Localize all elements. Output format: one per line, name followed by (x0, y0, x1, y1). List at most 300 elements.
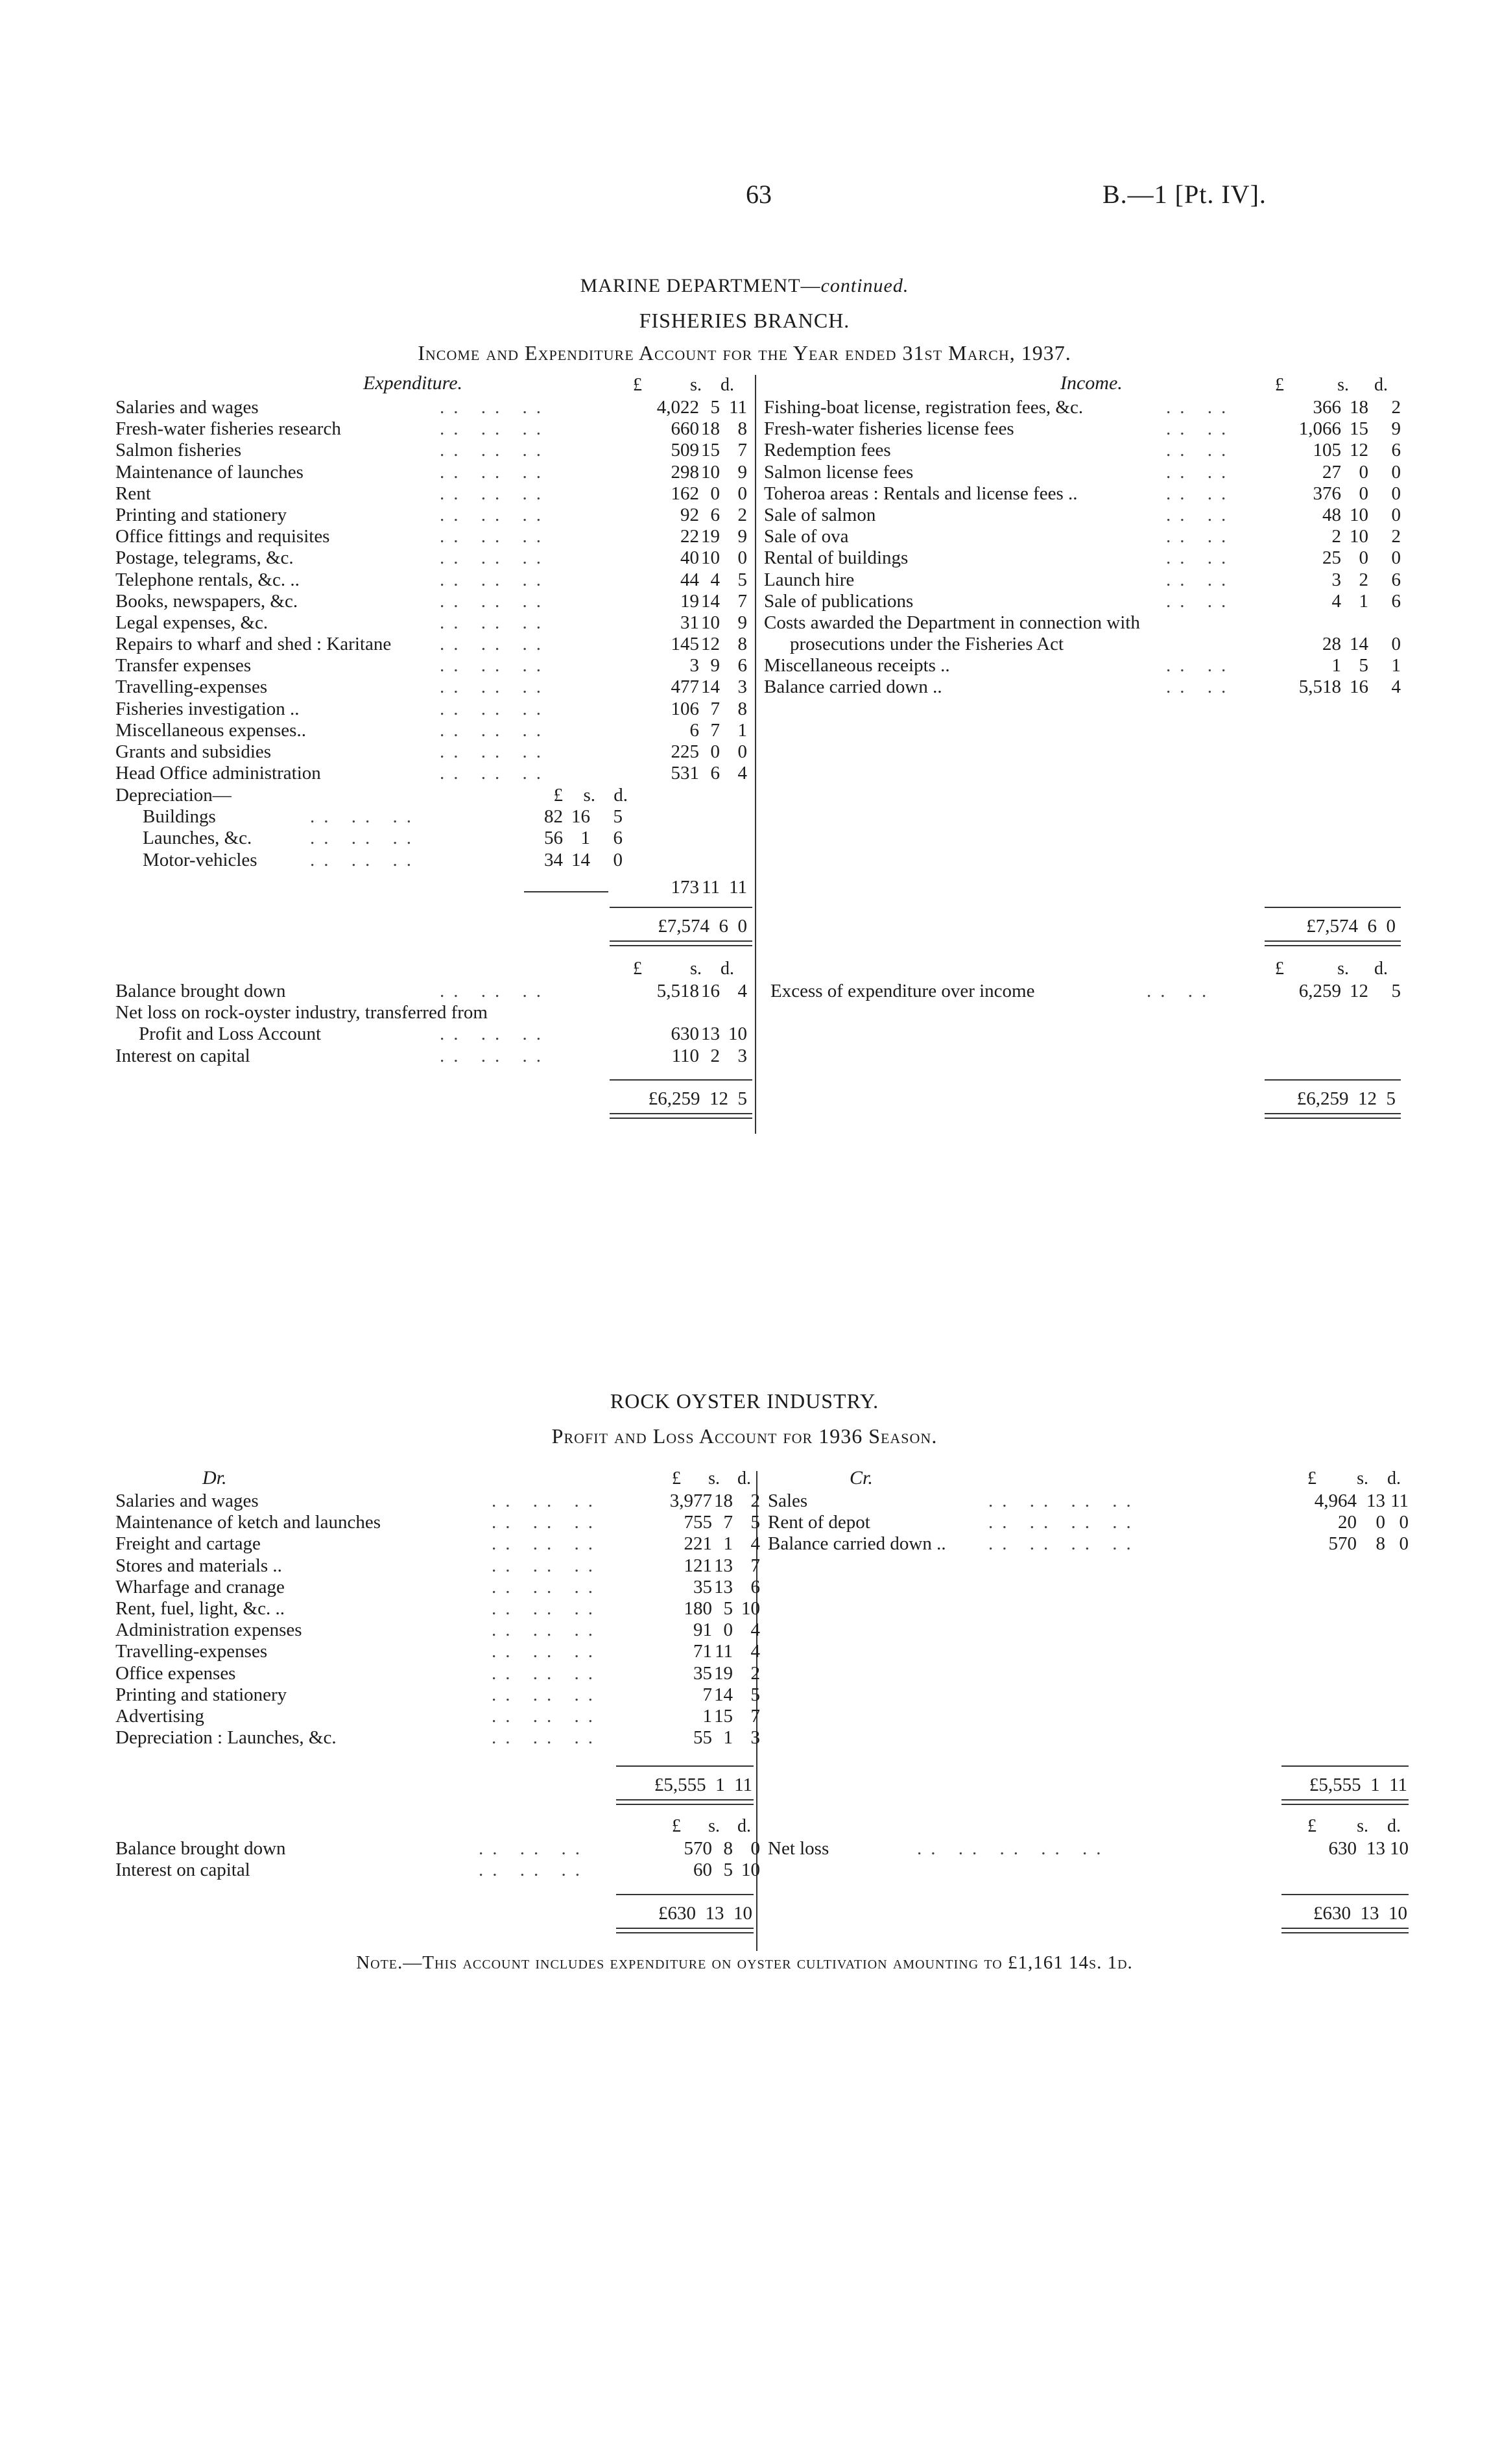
total-rule (616, 1765, 754, 1767)
amount-pence: 0 (737, 741, 747, 762)
amount-pounds: 35 (693, 1576, 712, 1597)
amount-shillings: 19 (714, 1662, 733, 1684)
expenditure-row (115, 418, 747, 440)
depreciation-total-pounds: 173 (671, 877, 699, 898)
excess-label: Excess of expenditure over income (770, 981, 1035, 1001)
unit-pounds: £ (1275, 375, 1284, 395)
amount-pence: 3 (737, 1045, 747, 1066)
amount-pounds: 71 (693, 1641, 712, 1662)
amount-shillings: 10 (701, 612, 720, 633)
amount-shillings: 1 (1359, 590, 1368, 612)
total-rule (1265, 1079, 1401, 1081)
unit-shillings: s. (708, 1468, 720, 1489)
leader-dots: .. .. .. (440, 1023, 550, 1045)
amount-pence: 2 (737, 504, 747, 525)
amount-pence: 0 (737, 547, 747, 569)
unit-shillings: s. (690, 375, 702, 395)
dr-row (115, 1597, 760, 1620)
unit-shillings: s. (708, 1816, 720, 1836)
row-label: Printing and stationery (115, 504, 287, 525)
amount-shillings: 4 (710, 569, 720, 590)
amount-pounds: 56 (544, 828, 563, 849)
excess-shillings: 12 (1350, 981, 1368, 1001)
amount-shillings: 0 (1376, 1512, 1385, 1533)
amount-pence: 0 (1391, 634, 1401, 655)
income-row (764, 569, 1406, 591)
amount-pounds: 531 (671, 763, 699, 784)
leader-dots: .. .. (1166, 397, 1235, 418)
amount-pence: 5 (737, 569, 747, 590)
brought-down-row (115, 981, 747, 1002)
amount-pounds: 225 (671, 741, 699, 762)
dr-second-row (115, 1860, 760, 1881)
cr-total: £5,555 1 11 (1309, 1775, 1407, 1795)
amount-pounds: 25 (1322, 547, 1341, 569)
row-label: Interest on capital (115, 1860, 250, 1881)
amount-pence: 4 (1391, 676, 1401, 698)
row-label: Sales (768, 1490, 808, 1511)
amount-shillings: 5 (710, 397, 720, 418)
amount-pence: 0 (1399, 1533, 1409, 1555)
amount-shillings: 7 (723, 1512, 733, 1533)
amount-pence: 0 (750, 1838, 760, 1859)
depreciation-total-shillings: 11 (702, 877, 720, 898)
income-list (764, 397, 1406, 699)
unit-pence: d. (1374, 959, 1388, 979)
income-row (764, 397, 1406, 418)
row-label: Legal expenses, &c. (115, 612, 268, 633)
amount-pence: 2 (750, 1662, 760, 1684)
net-loss-pence: 10 (1390, 1838, 1409, 1859)
unit-pence: d. (737, 1816, 751, 1836)
amount-pounds: 2 (1331, 526, 1341, 547)
amount-pence: 0 (1391, 461, 1401, 483)
profit-loss-title: Profit and Loss Account for 1936 Season. (551, 1424, 938, 1448)
rock-oyster-title: ROCK OYSTER INDUSTRY. (610, 1389, 879, 1413)
amount-pounds: 5,518 (1298, 676, 1341, 698)
amount-pence: 11 (729, 397, 747, 418)
income-heading: Income. (1060, 372, 1123, 394)
amount-pence: 6 (737, 655, 747, 676)
cr-heading: Cr. (850, 1467, 873, 1489)
amount-shillings: 19 (701, 526, 720, 547)
amount-pounds: 3,977 (669, 1490, 712, 1511)
leader-dots: .. .. (1147, 981, 1216, 1001)
second-total-right: £6,259 12 5 (1296, 1088, 1396, 1109)
amount-pence: 3 (750, 1727, 760, 1749)
row-label: Administration expenses (115, 1620, 302, 1641)
amount-shillings: 14 (571, 849, 590, 870)
row-label: Books, newspapers, &c. (115, 590, 298, 612)
amount-pounds: 105 (1313, 440, 1341, 461)
amount-pounds: 162 (671, 483, 699, 504)
row-label: Profit and Loss Account (139, 1023, 322, 1045)
amount-shillings: 10 (1350, 504, 1368, 525)
row-label: Costs awarded the Department in connection with (764, 612, 1140, 633)
amount-shillings: 10 (701, 547, 720, 569)
amount-pence: 2 (1391, 526, 1401, 547)
amount-pence: 6 (1391, 440, 1401, 461)
leader-dots: .. .. .. (440, 1045, 550, 1066)
amount-pounds: 106 (671, 698, 699, 719)
leader-dots: .. .. .. (479, 1860, 589, 1881)
amount-shillings: 18 (701, 418, 720, 440)
amount-shillings: 13 (714, 1555, 733, 1576)
amount-shillings: 18 (714, 1490, 733, 1511)
amount-pence: 7 (737, 590, 747, 612)
net-loss-row (768, 1838, 1416, 1860)
expenditure-row (115, 655, 747, 676)
unit-pence: d. (721, 375, 734, 395)
leader-dots: .. .. .. (492, 1727, 602, 1749)
dr-row (115, 1533, 760, 1555)
leader-dots: .. .. .. (440, 461, 550, 483)
amount-pence: 10 (741, 1860, 760, 1881)
amount-shillings: 6 (710, 763, 720, 784)
row-label: Launch hire (764, 569, 855, 590)
unit-shillings: s. (583, 785, 595, 806)
excess-list (764, 981, 1406, 1002)
amount-shillings: 1 (580, 828, 590, 849)
row-label: Balance carried down .. (768, 1533, 946, 1555)
leader-dots: .. .. .. (440, 612, 550, 633)
amount-pence: 8 (737, 634, 747, 655)
amount-pounds: 40 (680, 547, 699, 569)
amount-shillings: 13 (701, 1023, 720, 1045)
income-costs-row-1 (764, 612, 1406, 634)
expenditure-list (115, 397, 747, 784)
unit-pence: d. (1387, 1816, 1401, 1836)
branch-title: FISHERIES BRANCH. (639, 309, 850, 332)
expenditure-row (115, 547, 747, 569)
leader-dots: .. .. (1166, 590, 1235, 612)
amount-pounds: 82 (544, 806, 563, 828)
unit-shillings: s. (1357, 1816, 1368, 1836)
amount-shillings: 10 (701, 461, 720, 483)
column-divider (755, 375, 756, 1134)
amount-pence: 4 (737, 763, 747, 784)
expenditure-row (115, 397, 747, 418)
net-loss-transfer-row-2 (115, 1023, 747, 1045)
leader-dots: .. .. (1166, 483, 1235, 504)
leader-dots: .. .. .. (440, 655, 550, 676)
second-total-left: £6,259 12 5 (648, 1088, 747, 1109)
expenditure-row (115, 483, 747, 505)
leader-dots: .. .. .. (310, 806, 420, 828)
amount-shillings: 1 (723, 1533, 733, 1555)
dr-second-total: £630 13 10 (658, 1903, 752, 1924)
row-label: Head Office administration (115, 763, 321, 784)
amount-shillings: 7 (710, 719, 720, 741)
row-label: Motor-vehicles (143, 849, 257, 870)
amount-pence: 0 (613, 849, 623, 870)
amount-pounds: 4,964 (1314, 1490, 1357, 1511)
row-label: Transfer expenses (115, 655, 252, 676)
amount-pence: 4 (750, 1620, 760, 1641)
row-label: Balance carried down .. (764, 676, 942, 698)
amount-pence: 4 (750, 1533, 760, 1555)
leader-dots: .. .. .. (440, 741, 550, 762)
depreciation-total-pence: 11 (729, 877, 747, 898)
leader-dots: .. .. .. (440, 397, 550, 418)
dr-heading: Dr. (202, 1467, 227, 1489)
unit-pence: d. (1387, 1468, 1401, 1489)
leader-dots: .. .. .. .. (988, 1490, 1140, 1511)
leader-dots: .. .. .. (440, 634, 550, 655)
amount-shillings: 0 (1359, 547, 1368, 569)
account-title: Income and Expenditure Account for the Year ended 31st March, 1937. (418, 341, 1071, 365)
income-row (764, 418, 1406, 440)
dr-row (115, 1576, 760, 1598)
total-double-rule (616, 1928, 754, 1933)
net-loss-shillings: 13 (1366, 1838, 1385, 1859)
row-label: Fisheries investigation .. (115, 698, 300, 719)
leader-dots: .. .. (1166, 526, 1235, 547)
total-rule (616, 1894, 754, 1895)
amount-pounds: 145 (671, 634, 699, 655)
leader-dots: .. .. .. (440, 547, 550, 569)
leader-dots: .. .. .. (492, 1533, 602, 1555)
leader-dots: .. .. .. (440, 440, 550, 461)
row-label: Rent of depot (768, 1512, 870, 1533)
expenditure-row (115, 676, 747, 698)
amount-pence: 10 (728, 1023, 747, 1045)
amount-pounds: 1,066 (1298, 418, 1341, 440)
row-label: Salaries and wages (115, 397, 259, 418)
amount-shillings: 0 (723, 1620, 733, 1641)
total-double-rule (1265, 1113, 1401, 1119)
expenditure-total: £7,574 6 0 (658, 916, 747, 937)
amount-pence: 3 (737, 676, 747, 698)
row-label: Balance brought down (115, 1838, 286, 1859)
depreciation-total-row (115, 877, 747, 898)
unit-shillings: s. (1337, 959, 1349, 979)
amount-pounds: 6 (689, 719, 699, 741)
amount-shillings: 15 (714, 1705, 733, 1727)
amount-pence: 9 (737, 526, 747, 547)
excess-pence: 5 (1391, 981, 1401, 1001)
amount-shillings: 8 (723, 1838, 733, 1859)
depreciation-block (115, 785, 744, 871)
dr-row (115, 1620, 760, 1641)
depreciation-row (115, 806, 744, 828)
unit-pounds: £ (633, 959, 642, 979)
total-rule (1281, 1765, 1409, 1767)
leader-dots: .. .. .. (310, 849, 420, 870)
excess-row (764, 981, 1406, 1002)
leader-dots: .. .. (1166, 569, 1235, 590)
leader-dots: .. .. .. (440, 483, 550, 504)
cr-list (768, 1490, 1416, 1555)
amount-pence: 0 (1391, 504, 1401, 525)
leader-dots: .. .. .. (440, 590, 550, 612)
row-label: Sale of publications (764, 590, 914, 612)
leader-dots: .. .. .. (492, 1662, 602, 1684)
row-label: Redemption fees (764, 440, 891, 461)
row-label: Launches, &c. (143, 828, 252, 849)
row-label: Net loss on rock-oyster industry, transferred from (115, 1002, 488, 1023)
amount-shillings: 13 (1366, 1490, 1385, 1511)
amount-pence: 9 (737, 461, 747, 483)
amount-pounds: 91 (693, 1620, 712, 1641)
dr-row (115, 1684, 760, 1706)
income-costs-row-2 (764, 634, 1406, 655)
leader-dots: .. .. (1166, 461, 1235, 483)
leader-dots: .. .. .. (492, 1641, 602, 1662)
row-label: Maintenance of launches (115, 461, 304, 483)
amount-pounds: 180 (684, 1597, 712, 1619)
amount-shillings: 13 (714, 1576, 733, 1597)
depreciation-label: Depreciation— (115, 785, 232, 806)
unit-pence: d. (613, 785, 628, 806)
amount-pounds: 55 (693, 1727, 712, 1749)
dr-row (115, 1727, 760, 1749)
excess-pounds: 6,259 (1298, 981, 1341, 1001)
amount-pounds: 28 (1322, 634, 1341, 655)
amount-shillings: 5 (1359, 655, 1368, 676)
total-double-rule (1265, 940, 1401, 946)
amount-pence: 1 (1391, 655, 1401, 676)
amount-pence: 7 (750, 1705, 760, 1727)
unit-pounds: £ (633, 375, 642, 395)
total-rule (1281, 1894, 1409, 1895)
expenditure-row (115, 698, 747, 720)
amount-pence: 5 (613, 806, 623, 828)
unit-pounds: £ (672, 1816, 681, 1836)
amount-pence: 0 (737, 483, 747, 504)
amount-pence: 0 (1391, 483, 1401, 504)
row-label: Interest on capital (115, 1045, 250, 1066)
row-label: Sale of salmon (764, 504, 876, 525)
dr-total: £5,555 1 11 (654, 1775, 752, 1795)
row-label: Maintenance of ketch and launches (115, 1512, 381, 1533)
cr-second-list (768, 1838, 1416, 1860)
amount-pounds: 31 (680, 612, 699, 633)
amount-pence: 9 (737, 612, 747, 633)
dr-row (115, 1662, 760, 1684)
amount-shillings: 15 (1350, 418, 1368, 440)
amount-pounds: 1 (1331, 655, 1341, 676)
leader-dots: .. .. .. (440, 763, 550, 784)
amount-shillings: 16 (571, 806, 590, 828)
row-label: Miscellaneous receipts .. (764, 655, 950, 676)
amount-pounds: 20 (1338, 1512, 1357, 1533)
amount-pounds: 298 (671, 461, 699, 483)
cr-row (768, 1533, 1416, 1555)
expenditure-row (115, 440, 747, 461)
row-label: Salmon fisheries (115, 440, 242, 461)
amount-pence: 10 (741, 1597, 760, 1619)
row-label: Wharfage and cranage (115, 1576, 285, 1597)
total-rule (1265, 907, 1401, 908)
cr-row (768, 1490, 1416, 1512)
dr-row (115, 1555, 760, 1577)
amount-pounds: 121 (684, 1555, 712, 1576)
row-label: Grants and subsidies (115, 741, 272, 762)
amount-pounds: 110 (671, 1045, 699, 1066)
leader-dots: .. .. (1166, 676, 1235, 698)
dr-list (115, 1490, 760, 1749)
row-label: Salaries and wages (115, 1490, 259, 1511)
leader-dots: .. .. .. (440, 569, 550, 590)
amount-shillings: 15 (701, 440, 720, 461)
leader-dots: .. .. .. .. .. (917, 1838, 1110, 1859)
amount-pounds: 660 (671, 418, 699, 440)
leader-dots: .. .. (1166, 547, 1235, 569)
leader-dots: .. .. .. (492, 1705, 602, 1727)
income-total: £7,574 6 0 (1306, 916, 1396, 937)
row-label: Miscellaneous expenses.. (115, 719, 306, 741)
amount-pounds: 630 (671, 1023, 699, 1045)
row-label: Balance brought down (115, 981, 286, 1001)
row-label: Travelling-expenses (115, 676, 268, 698)
amount-pounds: 376 (1313, 483, 1341, 504)
department-title: MARINE DEPARTMENT—continued. (580, 275, 909, 296)
row-label: Rental of buildings (764, 547, 909, 569)
dr-row (115, 1641, 760, 1662)
amount-shillings: 2 (710, 1045, 720, 1066)
row-label: Sale of ova (764, 526, 849, 547)
amount-shillings: 5 (723, 1597, 733, 1619)
dr-second-list (115, 1838, 760, 1881)
amount-pence: 8 (737, 418, 747, 440)
dr-row (115, 1705, 760, 1727)
row-label: Stores and materials .. (115, 1555, 282, 1576)
amount-pence: 9 (1391, 418, 1401, 440)
account-note: Note.—This account includes expenditure on oyster cultivation amounting to £1,161 14s. 1d. (356, 1952, 1133, 1973)
amount-pence: 6 (613, 828, 623, 849)
amount-pence: 5 (750, 1512, 760, 1533)
row-label: Office fittings and requisites (115, 526, 330, 547)
income-row (764, 591, 1406, 612)
amount-pence: 7 (737, 440, 747, 461)
net-loss-pounds: 630 (1328, 1838, 1357, 1859)
expenditure-row (115, 634, 747, 655)
row-label: Fresh-water fisheries license fees (764, 418, 1014, 440)
depreciation-row (115, 850, 744, 871)
cr-second-total: £630 13 10 (1313, 1903, 1407, 1924)
amount-pounds: 1 (702, 1705, 712, 1727)
unit-pounds: £ (672, 1468, 681, 1489)
leader-dots: .. .. (1166, 504, 1235, 525)
row-label: Office expenses (115, 1662, 236, 1684)
leader-dots: .. .. .. .. (988, 1533, 1140, 1555)
expenditure-row (115, 526, 747, 547)
row-label: Fishing-boat license, registration fees, &c. (764, 397, 1084, 418)
dr-row (115, 1512, 760, 1533)
expenditure-row (115, 569, 747, 591)
amount-pounds: 48 (1322, 504, 1341, 525)
amount-shillings: 7 (710, 698, 720, 719)
row-label: Advertising (115, 1705, 204, 1727)
depreciation-row (115, 828, 744, 849)
total-double-rule (610, 940, 752, 946)
amount-pence: 0 (1391, 547, 1401, 569)
leader-dots: .. .. .. (440, 504, 550, 525)
income-row (764, 526, 1406, 547)
leader-dots: .. .. .. (492, 1555, 602, 1576)
amount-pence: 6 (1391, 569, 1401, 590)
leader-dots: .. .. (1166, 440, 1235, 461)
amount-shillings: 16 (701, 981, 720, 1001)
expenditure-row (115, 461, 747, 483)
row-label: Freight and cartage (115, 1533, 261, 1555)
income-row (764, 676, 1406, 698)
expenditure-row (115, 612, 747, 634)
leader-dots: .. .. .. (440, 981, 550, 1001)
amount-pounds: 92 (680, 504, 699, 525)
row-label: Buildings (143, 806, 216, 828)
